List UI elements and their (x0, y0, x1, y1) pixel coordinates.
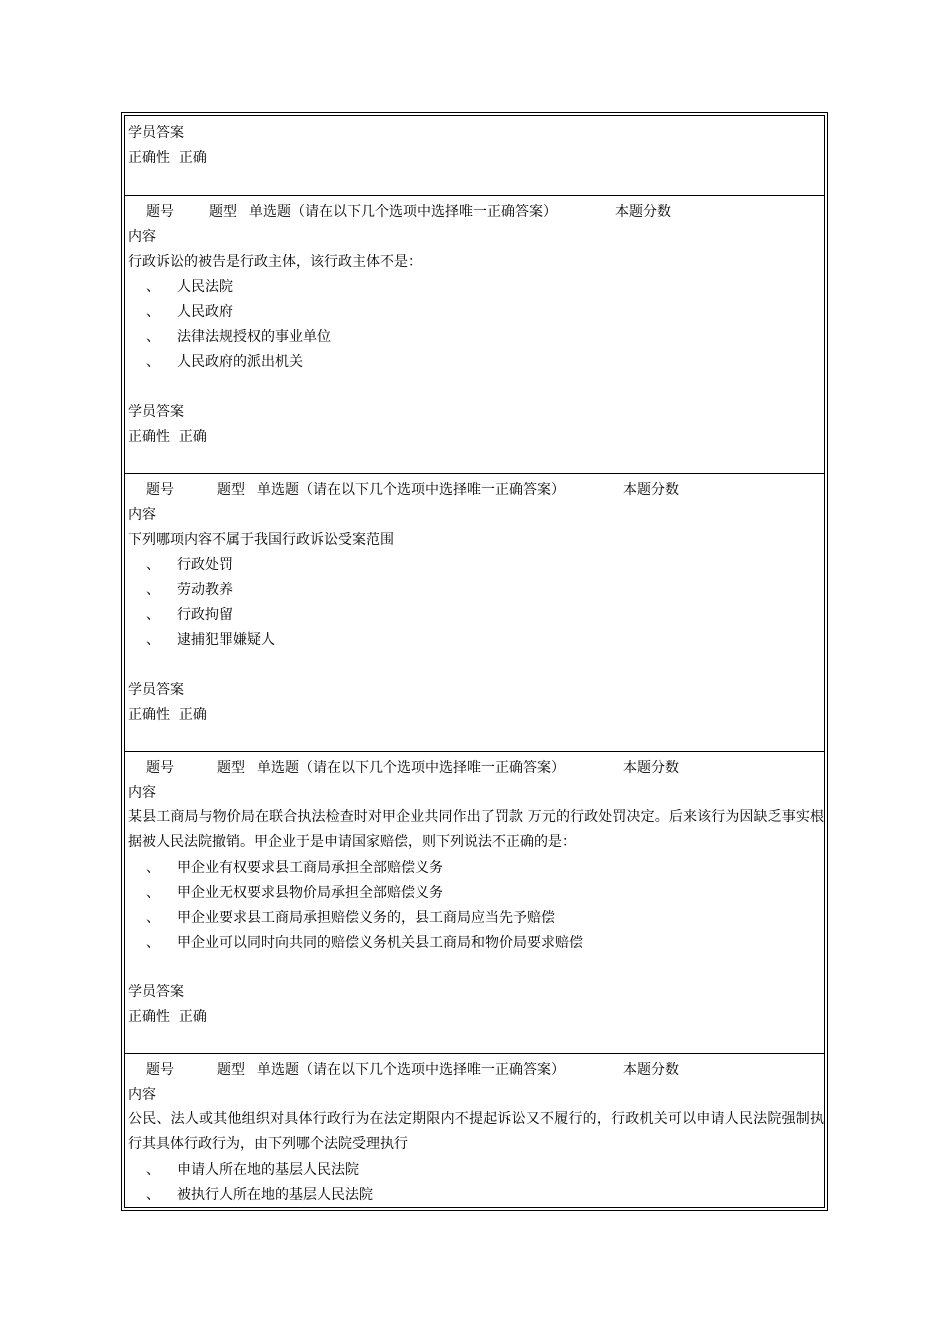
correctness-label: 正确性 (128, 429, 170, 445)
option-item: 人民法院 (177, 279, 233, 295)
question-stem: 某县工商局与物价局在联合执法检查时对甲企业共同作出了罚款 万元的行政处罚决定。后来该行为因缺乏事实根据被人民法院撤销。甲企业于是申请国家赔偿，则下列说法不正确的是： (128, 809, 824, 850)
option-item: 逮捕犯罪嫌疑人 (177, 632, 275, 648)
option-item: 甲企业有权要求县工商局承担全部赔偿义务 (177, 860, 443, 876)
option-item: 甲企业无权要求县物价局承担全部赔偿义务 (177, 885, 443, 901)
question-type-label: 题型 (217, 760, 245, 776)
option-marker: 、 (146, 910, 160, 926)
correctness-row (128, 1008, 207, 1026)
option-marker: 、 (146, 304, 160, 320)
correctness-label: 正确性 (128, 707, 170, 723)
row-divider (125, 473, 824, 474)
answer-sheet-table (124, 115, 825, 1208)
question-score-label: 本题分数 (623, 1062, 679, 1078)
option-item: 劳动教养 (177, 582, 233, 598)
question-type-label: 题型 (209, 204, 237, 220)
option-item: 人民政府 (177, 304, 233, 320)
option-item: 人民政府的派出机关 (177, 354, 303, 370)
question-score-label: 本题分数 (615, 204, 671, 220)
correctness-value: 正确 (178, 707, 207, 723)
option-item: 被执行人所在地的基层人民法院 (177, 1187, 373, 1203)
content-label: 内容 (128, 507, 156, 523)
content-label: 内容 (128, 1087, 156, 1103)
correctness-row (128, 149, 207, 167)
question-type-value: 单选题（请在以下几个选项中选择唯一正确答案） (257, 760, 565, 776)
question-type-value: 单选题（请在以下几个选项中选择唯一正确答案） (257, 1062, 565, 1078)
correctness-value: 正确 (178, 429, 207, 445)
option-item: 甲企业要求县工商局承担赔偿义务的，县工商局应当先予赔偿 (177, 910, 555, 926)
option-marker: 、 (146, 1162, 160, 1178)
question-type-label: 题型 (217, 482, 245, 498)
question-score-label: 本题分数 (623, 482, 679, 498)
answer-label: 学员答案 (128, 984, 184, 1000)
question-stem: 行政诉讼的被告是行政主体，该行政主体不是： (128, 254, 422, 270)
question-stem: 公民、法人或其他组织对具体行政行为在法定期限内不提起诉讼又不履行的，行政机关可以申请人民法院强制执行其具体行政行为，由下列哪个法院受理执行 (128, 1111, 824, 1152)
correctness-value: 正确 (178, 150, 207, 166)
option-marker: 、 (146, 632, 160, 648)
question-type-label: 题型 (217, 1062, 245, 1078)
content-label: 内容 (128, 785, 156, 801)
option-item: 甲企业可以同时向共同的赔偿义务机关县工商局和物价局要求赔偿 (177, 935, 583, 951)
question-type-value: 单选题（请在以下几个选项中选择唯一正确答案） (257, 482, 565, 498)
option-item: 行政处罚 (177, 557, 233, 573)
row-divider (125, 195, 824, 196)
option-item: 申请人所在地的基层人民法院 (177, 1162, 359, 1178)
option-marker: 、 (146, 329, 160, 345)
option-marker: 、 (146, 860, 160, 876)
question-score-label: 本题分数 (623, 760, 679, 776)
option-marker: 、 (146, 885, 160, 901)
answer-label: 学员答案 (128, 125, 184, 141)
option-marker: 、 (146, 1187, 160, 1203)
row-divider (125, 751, 824, 752)
content-label: 内容 (128, 229, 156, 245)
question-number-label: 题号 (146, 482, 174, 498)
question-number-label: 题号 (146, 760, 174, 776)
option-marker: 、 (146, 582, 160, 598)
row-divider (125, 1053, 824, 1054)
option-item: 法律法规授权的事业单位 (177, 329, 331, 345)
option-marker: 、 (146, 607, 160, 623)
answer-label: 学员答案 (128, 404, 184, 420)
correctness-label: 正确性 (128, 1009, 170, 1025)
option-marker: 、 (146, 935, 160, 951)
question-stem: 下列哪项内容不属于我国行政诉讼受案范围 (128, 532, 394, 548)
answer-label: 学员答案 (128, 682, 184, 698)
question-number-label: 题号 (146, 1062, 174, 1078)
correctness-label: 正确性 (128, 150, 170, 166)
correctness-row (128, 706, 207, 724)
correctness-row (128, 428, 207, 446)
option-marker: 、 (146, 557, 160, 573)
option-marker: 、 (146, 354, 160, 370)
option-item: 行政拘留 (177, 607, 233, 623)
question-number-label: 题号 (146, 204, 174, 220)
option-marker: 、 (146, 279, 160, 295)
correctness-value: 正确 (178, 1009, 207, 1025)
question-type-value: 单选题（请在以下几个选项中选择唯一正确答案） (249, 204, 557, 220)
